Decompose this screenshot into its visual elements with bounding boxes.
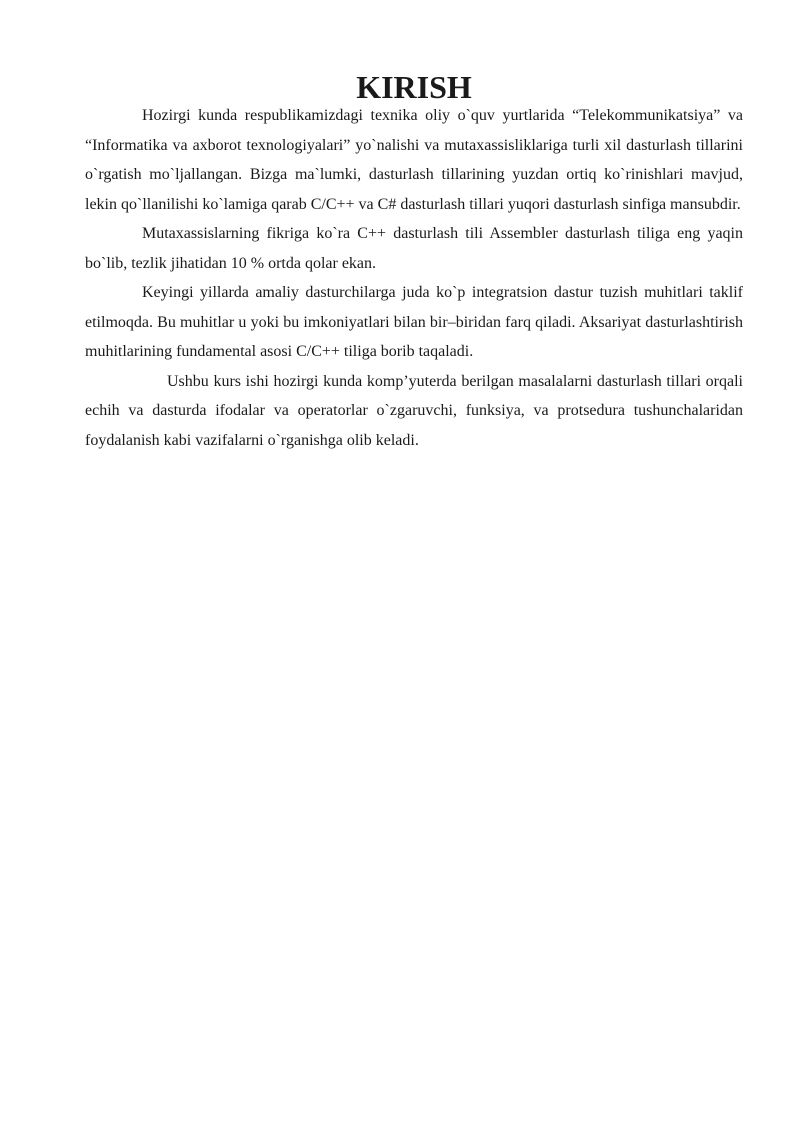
document-page [85, 69, 743, 455]
paragraph-1: Hozirgi kunda respublikamizdagi texnika oliy o`quv yurtlarida “Telekommunikatsiya” va “Informatika va axborot texnologiyalari” yo`nalishi va mutaxassisliklariga turli xil dasturlash tillarini o`rgatish mo`ljallangan. Bizga ma`lumki, dasturlash tillarining yuzdan ortiq ko`rinishlari mavjud, lekin qo`llanilishi ko`lamiga qarab C/C++ va C# dasturlash tillari yuqori dasturlash sinfiga mansubdir. [85, 107, 743, 213]
paragraph-2: Mutaxassislarning fikriga ko`ra C++ dasturlash tili Assembler dasturlash tiliga eng yaqin bo`lib, tezlik jihatidan 10 % ortda qolar ekan. [85, 225, 743, 272]
paragraph-4: Ushbu kurs ishi hozirgi kunda komp’yuterda berilgan masalalarni dasturlash tillari orqali echih va dasturda ifodalar va operatorlar o`zgaruvchi, funksiya, va protsedura tushunchalaridan foydalanish kabi vazifalarni o`rganishga olib keladi. [85, 372, 743, 449]
section-title: KIRISH [356, 69, 472, 105]
paragraph-3: Keyingi yillarda amaliy dasturchilarga juda ko`p integratsion dastur tuzish muhitlari taklif etilmoqda. Bu muhitlar u yoki bu imkoniyatlari bilan bir–biridan farq qiladi. Aksariyat dasturlashtirish muhitlarining fundamental asosi C/C++ tiliga borib taqaladi. [85, 284, 743, 360]
